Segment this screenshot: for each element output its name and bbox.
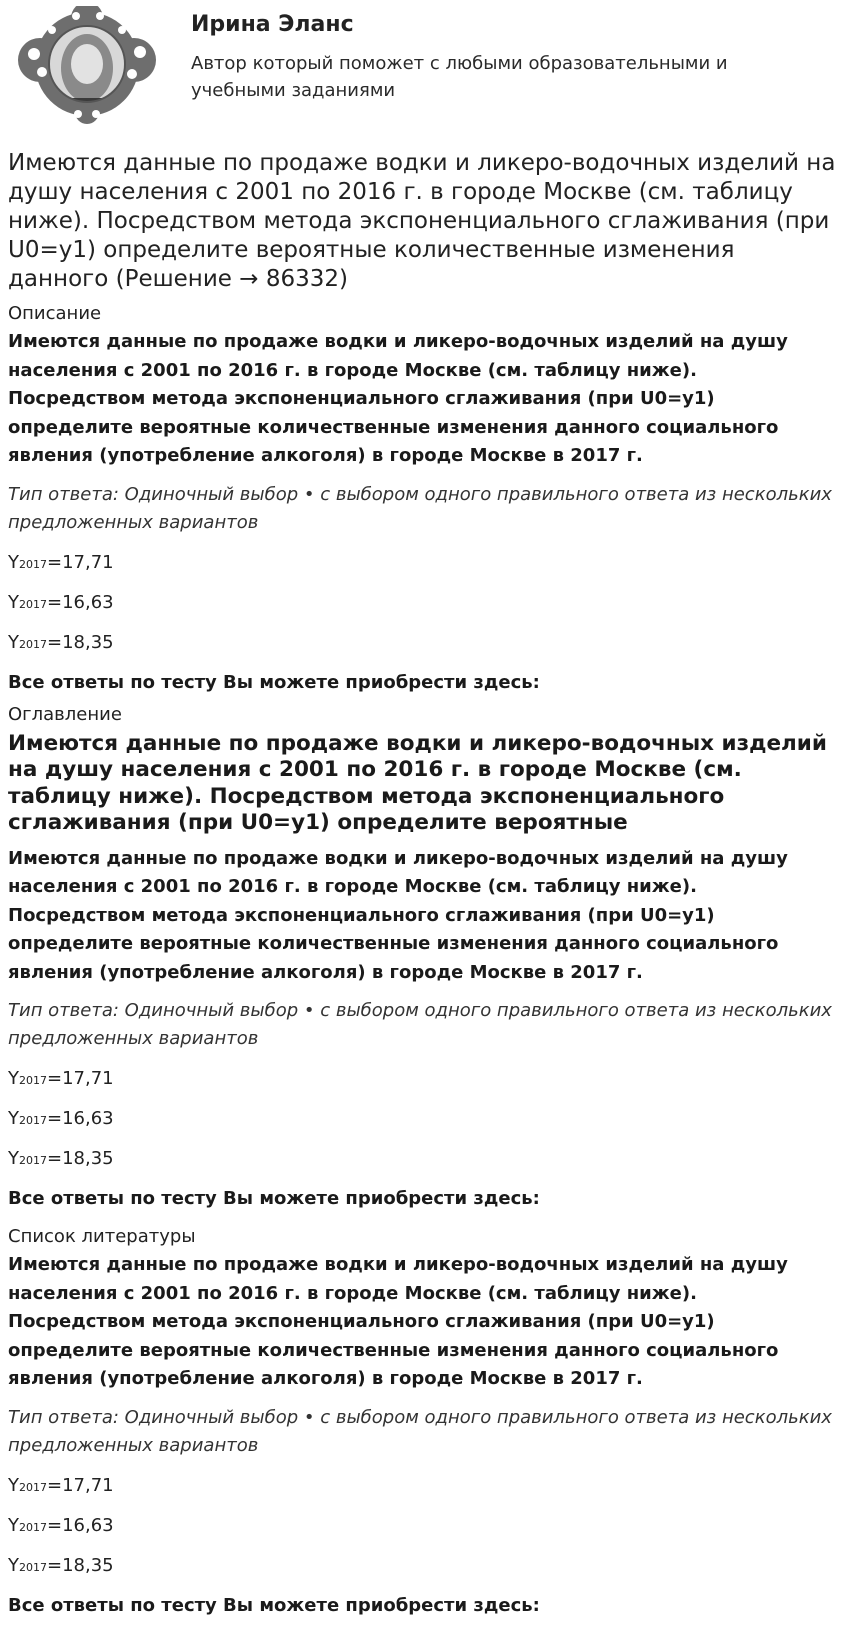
option-var: Y xyxy=(8,1474,19,1496)
option-value: =18,35 xyxy=(47,1554,114,1576)
option-value: =18,35 xyxy=(47,631,114,653)
option-var: Y xyxy=(8,1068,19,1089)
author-description: Автор который поможет с любыми образовательными и учебными заданиями xyxy=(191,53,728,101)
answer-option xyxy=(8,1514,839,1540)
option-value: =17,71 xyxy=(47,551,114,573)
answer-type: Тип ответа: Одиночный выбор • с выбором одного правильного ответа из нескольких предложенных вариантов xyxy=(8,1406,832,1456)
option-subscript: 2017 xyxy=(19,1114,47,1127)
option-subscript: 2017 xyxy=(19,1560,47,1574)
option-value: =16,63 xyxy=(47,1108,114,1129)
answer-option xyxy=(8,1107,839,1133)
task-text: Имеются данные по продаже водки и ликеро-водочных изделий на душу населения с 2001 по 2016 г. в городе Москве (см. таблицу ниже). Посредством метода экспоненциального сглаживания (при U0=y1) определите вероятные количественные изменения данного социального явления (употребление алкоголя) в городе Москве в 2017 г. xyxy=(8,331,788,466)
literature-section xyxy=(8,1225,839,1618)
option-subscript: 2017 xyxy=(19,1074,47,1087)
answer-option xyxy=(8,591,839,617)
option-subscript: 2017 xyxy=(19,1154,47,1167)
option-var: Y xyxy=(8,1554,19,1576)
task-text: Имеются данные по продаже водки и ликеро-водочных изделий на душу населения с 2001 по 2016 г. в городе Москве (см. таблицу ниже). Посредством метода экспоненциального сглаживания (при U0=y1) определите вероятные количественные изменения данного социального явления (употребление алкоголя) в городе Москве в 2017 г. xyxy=(8,847,788,983)
answer-option xyxy=(8,1147,839,1173)
option-value: =17,71 xyxy=(47,1068,114,1089)
option-subscript: 2017 xyxy=(19,557,47,571)
option-var: Y xyxy=(8,551,19,573)
option-value: =18,35 xyxy=(47,1148,114,1169)
author-name[interactable]: Ирина Эланс xyxy=(191,12,354,37)
answer-option xyxy=(8,551,839,577)
author-avatar[interactable] xyxy=(16,6,158,124)
option-subscript: 2017 xyxy=(19,597,47,611)
author-header xyxy=(8,0,839,138)
section-label-literature: Список литературы xyxy=(8,1226,196,1247)
answer-type: Тип ответа: Одиночный выбор • с выбором одного правильного ответа из нескольких предложенных вариантов xyxy=(8,1000,832,1049)
answer-option xyxy=(8,1554,839,1580)
answer-option xyxy=(8,631,839,657)
option-subscript: 2017 xyxy=(19,1520,47,1534)
option-var: Y xyxy=(8,1108,19,1129)
option-value: =16,63 xyxy=(47,1514,114,1536)
answer-option xyxy=(8,1067,839,1093)
answer-type: Тип ответа: Одиночный выбор • с выбором одного правильного ответа из нескольких предложенных вариантов xyxy=(8,483,832,533)
option-var: Y xyxy=(8,1514,19,1536)
option-value: =17,71 xyxy=(47,1474,114,1496)
option-var: Y xyxy=(8,591,19,613)
buy-answers-text: Все ответы по тесту Вы можете приобрести здесь: xyxy=(8,1594,540,1616)
option-var: Y xyxy=(8,631,19,653)
option-var: Y xyxy=(8,1148,19,1169)
description-section xyxy=(8,302,839,695)
buy-answers-text: Все ответы по тесту Вы можете приобрести здесь: xyxy=(8,671,540,693)
option-subscript: 2017 xyxy=(19,1480,47,1494)
page-title: Имеются данные по продаже водки и ликеро-водочных изделий на душу населения с 2001 по 2016 г. в городе Москве (см. таблицу ниже). Посредством метода экспоненциального сглаживания (при U0=y1) определите вероятные количественные изменения данного (Решение → 86332) xyxy=(8,150,836,292)
task-text: Имеются данные по продаже водки и ликеро-водочных изделий на душу населения с 2001 по 2016 г. в городе Москве (см. таблицу ниже). Посредством метода экспоненциального сглаживания (при U0=y1) определите вероятные количественные изменения данного социального явления (употребление алкоголя) в городе Москве в 2017 г. xyxy=(8,1254,788,1389)
option-subscript: 2017 xyxy=(19,637,47,651)
buy-answers-text: Все ответы по тесту Вы можете приобрести здесь: xyxy=(8,1188,540,1209)
section-label-description: Описание xyxy=(8,303,102,324)
section-label-toc: Оглавление xyxy=(8,703,122,725)
answer-option xyxy=(8,1474,839,1500)
toc-heading: Имеются данные по продаже водки и ликеро-водочных изделий на душу населения с 2001 по 2016 г. в городе Москве (см. таблицу ниже). Посредством метода экспоненциального сглаживания (при U0=y1) определите вероятные xyxy=(8,730,827,835)
option-value: =16,63 xyxy=(47,591,114,613)
toc-section xyxy=(8,703,839,1212)
